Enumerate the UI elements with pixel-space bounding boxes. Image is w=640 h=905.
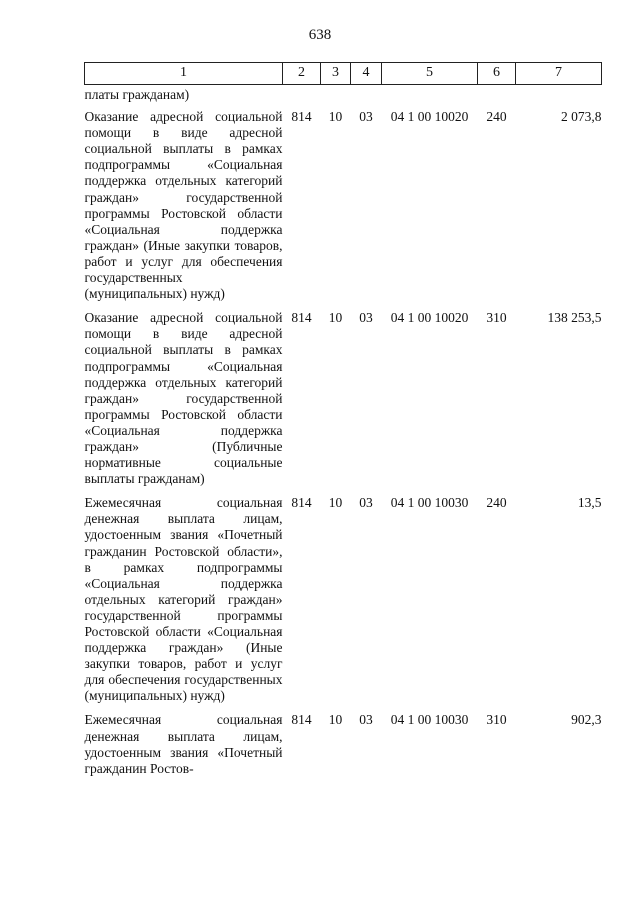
header-col-1: 1 — [85, 63, 283, 85]
row-target-article: 04 1 00 10030 — [390, 712, 469, 728]
table-row — [85, 109, 602, 310]
row-expense-type: 240 — [486, 109, 507, 125]
row-ministry-code: 814 — [291, 109, 312, 125]
header-col-5: 5 — [382, 63, 478, 85]
budget-table — [84, 62, 602, 785]
header-col-6: 6 — [478, 63, 516, 85]
continuation-text: платы гражданам) — [84, 87, 190, 102]
row-subsection: 03 — [359, 310, 373, 326]
table-header-row — [85, 63, 602, 85]
row-amount: 13,5 — [577, 495, 602, 511]
row-section: 10 — [328, 712, 343, 728]
row-target-article: 04 1 00 10020 — [390, 310, 469, 326]
row-expense-type: 310 — [486, 712, 507, 728]
table-row — [85, 712, 602, 784]
row-description: Оказание адресной социальной помощи в виде адресной социальной выплаты в рамках подпрограммы «Социальная поддержка отдельных категорий граждан» государственной программы Ростовской области «Социальная поддержка граждан» (Публичные нормативные социальные выплаты гражданам) — [84, 310, 283, 487]
table-row — [85, 495, 602, 712]
header-col-7: 7 — [516, 63, 602, 85]
header-col-3: 3 — [321, 63, 351, 85]
table-row-continuation — [85, 85, 602, 110]
row-expense-type: 240 — [486, 495, 507, 511]
row-subsection: 03 — [359, 495, 373, 511]
row-section: 10 — [328, 109, 343, 125]
row-section: 10 — [328, 495, 343, 511]
header-col-4: 4 — [351, 63, 382, 85]
row-ministry-code: 814 — [291, 310, 312, 326]
row-expense-type: 310 — [486, 310, 507, 326]
row-section: 10 — [328, 310, 343, 326]
row-target-article: 04 1 00 10020 — [390, 109, 469, 125]
row-amount: 902,3 — [571, 712, 602, 728]
row-target-article: 04 1 00 10030 — [390, 495, 469, 511]
page-number: 638 — [308, 27, 332, 43]
header-col-2: 2 — [283, 63, 321, 85]
row-subsection: 03 — [359, 109, 373, 125]
row-amount: 2 073,8 — [561, 109, 602, 125]
row-description: Ежемесячная социальная денежная выплата лицам, удостоенным звания «Почетный гражданин Ростовской области», в рамках подпрограммы «Социальная поддержка отдельных категорий граждан» государственной программы Ростовской области «Социальная поддержка граждан» (Иные закупки товаров, работ и услуг для обеспечения государственных (муниципальных) нужд) — [84, 495, 283, 704]
row-ministry-code: 814 — [291, 495, 312, 511]
table-row — [85, 310, 602, 495]
row-ministry-code: 814 — [291, 712, 312, 728]
row-description: Ежемесячная социальная денежная выплата лицам, удостоенным звания «Почетный гражданин Ростов- — [84, 712, 283, 776]
row-amount: 138 253,5 — [547, 310, 602, 326]
row-subsection: 03 — [359, 712, 373, 728]
row-description: Оказание адресной социальной помощи в виде адресной социальной выплаты в рамках подпрограммы «Социальная поддержка отдельных категорий граждан» государственной программы Ростовской области «Социальная поддержка граждан» (Иные закупки товаров, работ и услуг для обеспечения государственных (муниципальных) нужд) — [84, 109, 283, 302]
